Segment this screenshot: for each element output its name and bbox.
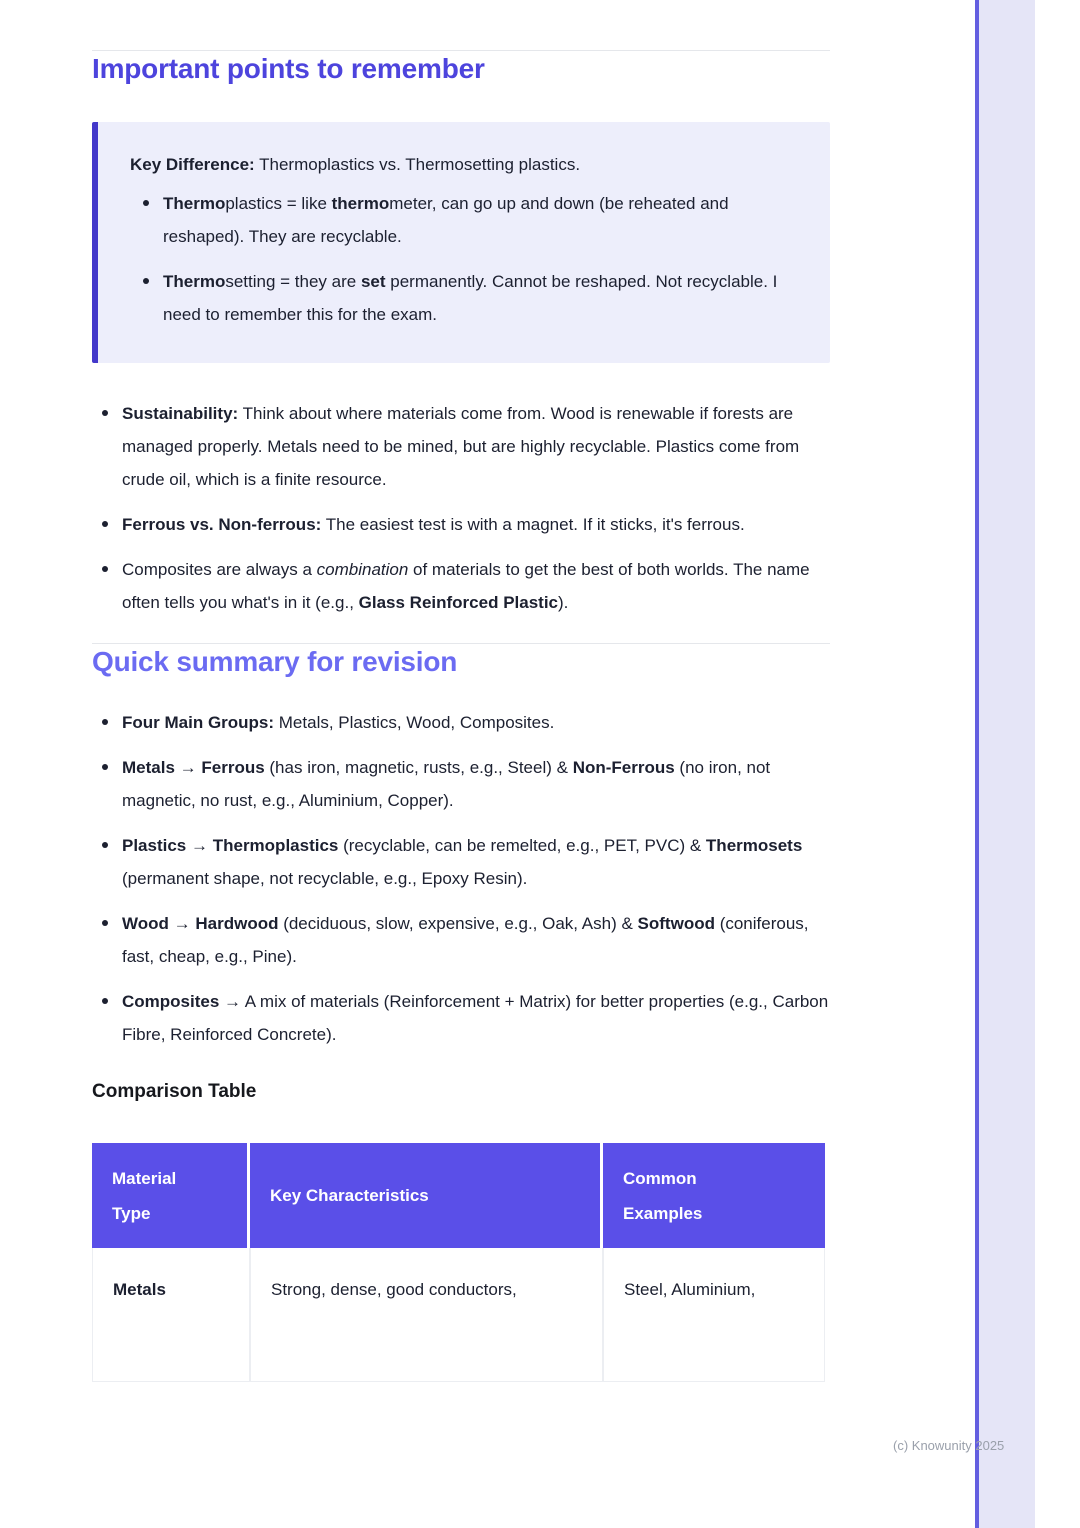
- page-edge-strip: [979, 0, 1035, 1528]
- table-cell-material: Metals: [92, 1248, 250, 1382]
- table-header-material-type: [92, 1143, 250, 1248]
- list-item: [102, 907, 830, 973]
- bullet-icon: [102, 410, 108, 416]
- table-row: [92, 1248, 825, 1382]
- table-header-label: Key Characteristics: [270, 1186, 429, 1205]
- list-item: [143, 265, 800, 331]
- watermark: (c) Knowunity 2025: [893, 1438, 1005, 1453]
- comparison-table-title: Comparison Table: [92, 1081, 257, 1102]
- list-item-text: Metals → Ferrous (has iron, magnetic, rusts, e.g., Steel) & Non-Ferrous (no iron, not magnetic, no rust, e.g., Aluminium, Copper).: [122, 758, 771, 810]
- bullet-icon: [143, 278, 149, 284]
- list-item-text: Ferrous vs. Non-ferrous: The easiest test is with a magnet. If it sticks, it's ferrous.: [122, 515, 745, 534]
- list-item-text: Wood → Hardwood (deciduous, slow, expensive, e.g., Oak, Ash) & Softwood (coniferous, fast, cheap, e.g., Pine).: [122, 914, 809, 966]
- bullet-icon: [102, 521, 108, 527]
- list-item: [102, 397, 830, 496]
- list-item: [102, 553, 830, 619]
- bullet-icon: [102, 998, 108, 1004]
- bullet-icon: [143, 200, 149, 206]
- document-content: [92, 0, 830, 1382]
- bullet-icon: [102, 566, 108, 572]
- list-item: [143, 187, 800, 253]
- list-item-text: Sustainability: Think about where materials come from. Wood is renewable if forests are managed properly. Metals need to be mined, but are highly recyclable. Plastics come from crude oil, which is a finite resource.: [122, 404, 800, 489]
- table-header-label: Common Examples: [623, 1168, 703, 1223]
- bullet-icon: [102, 920, 108, 926]
- list-item-text: Thermoplastics = like thermometer, can go up and down (be reheated and reshaped). They are recyclable.: [163, 194, 729, 246]
- bullet-icon: [102, 764, 108, 770]
- callout-bullet-list: [130, 187, 800, 331]
- comparison-table: [92, 1143, 825, 1382]
- key-difference-callout: [92, 122, 830, 363]
- list-item-text: Thermosetting = they are set permanently. Cannot be reshaped. Not recyclable. I need to remember this for the exam.: [163, 272, 778, 324]
- table-header-key-characteristics: [250, 1143, 603, 1248]
- table-header-common-examples: [603, 1143, 825, 1248]
- list-item: [102, 706, 830, 739]
- table-cell-examples: Steel, Aluminium,: [603, 1248, 825, 1382]
- list-item-text: Composites → A mix of materials (Reinforcement + Matrix) for better properties (e.g., Carbon Fibre, Reinforced Concrete).: [122, 992, 829, 1044]
- bullet-icon: [102, 842, 108, 848]
- section-title-quick-summary: Quick summary for revision: [92, 646, 458, 677]
- list-item-text: Four Main Groups: Metals, Plastics, Wood, Composites.: [122, 713, 555, 732]
- list-item: [102, 829, 830, 895]
- table-cell-characteristics: Strong, dense, good conductors,: [250, 1248, 603, 1382]
- section-title-important-points: Important points to remember: [92, 53, 485, 84]
- table-header-row: [92, 1143, 825, 1248]
- callout-heading: Key Difference: Thermoplastics vs. Thermosetting plastics.: [130, 155, 581, 174]
- table-header-label: Material Type: [112, 1168, 177, 1223]
- list-item-text: Plastics → Thermoplastics (recyclable, can be remelted, e.g., PET, PVC) & Thermosets (permanent shape, not recyclable, e.g., Epoxy Resin).: [122, 836, 803, 888]
- list-item-text: Composites are always a combination of materials to get the best of both worlds. The name often tells you what's in it (e.g., Glass Reinforced Plastic).: [122, 560, 810, 612]
- important-points-list: [92, 397, 830, 619]
- list-item: [102, 508, 830, 541]
- quick-summary-list: [92, 706, 830, 1051]
- list-item: [102, 751, 830, 817]
- list-item: [102, 985, 830, 1051]
- bullet-icon: [102, 719, 108, 725]
